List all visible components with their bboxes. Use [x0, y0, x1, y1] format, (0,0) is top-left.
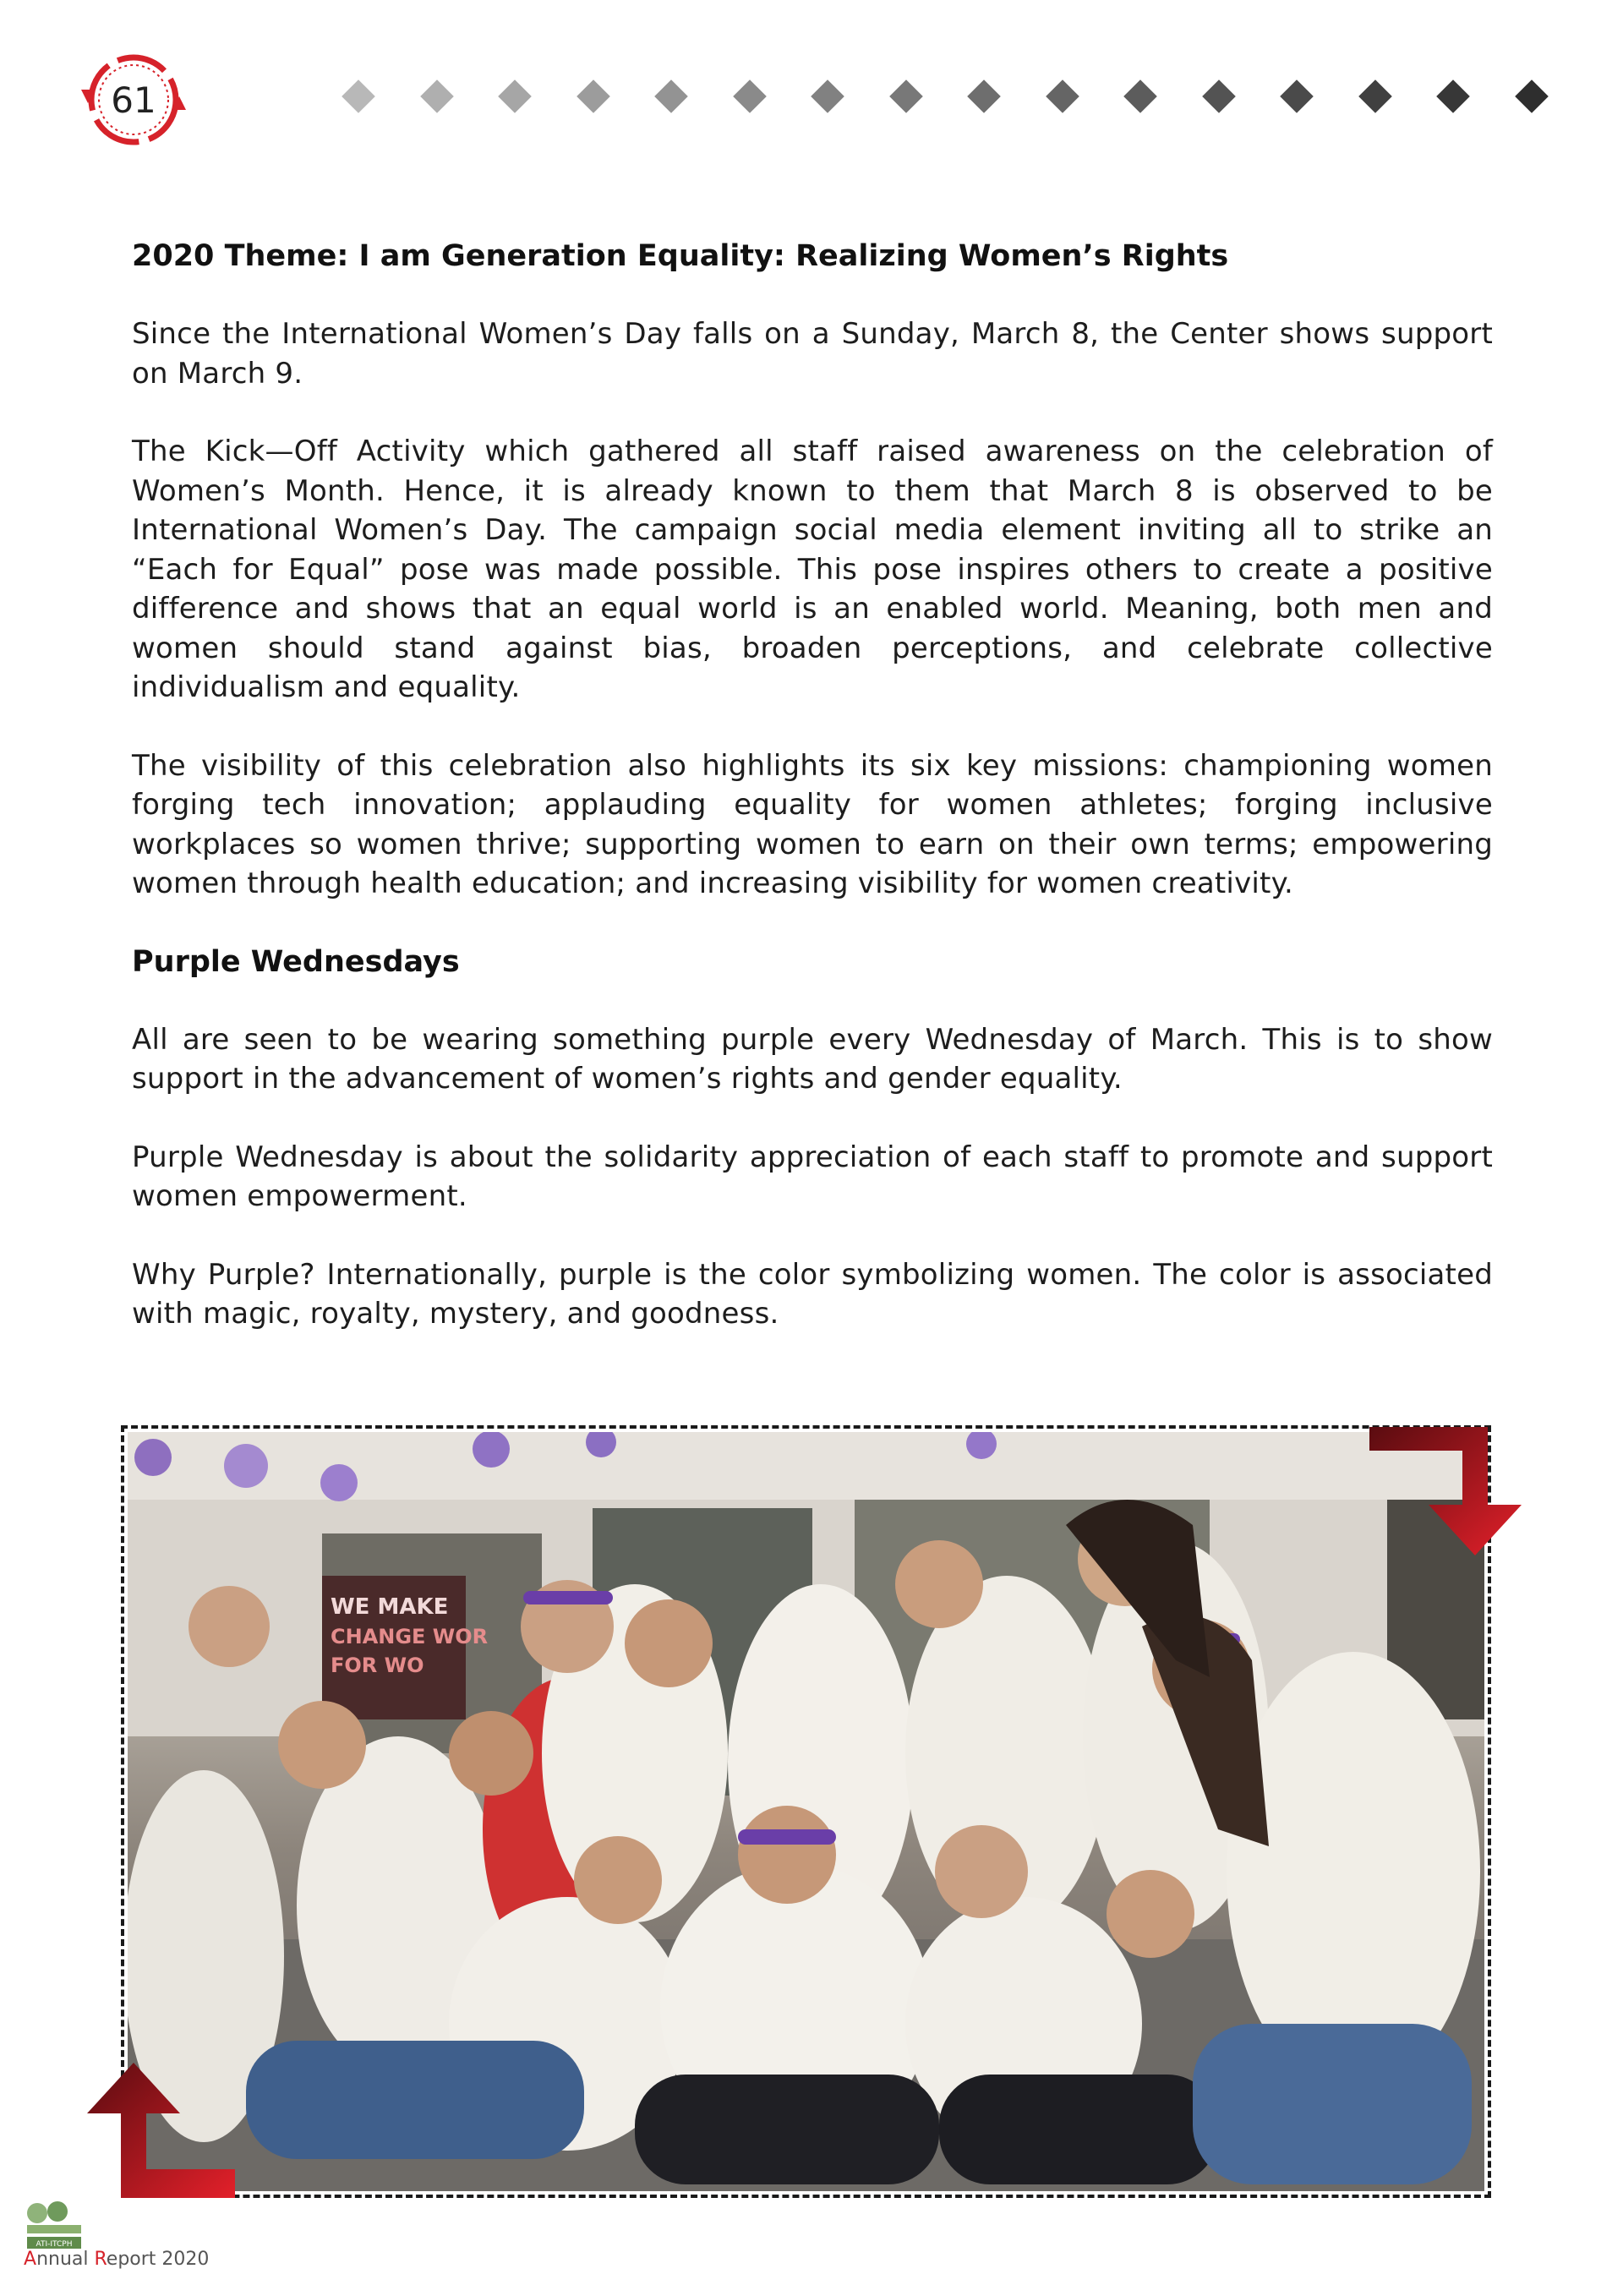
logo-label: ATI-ITCPH — [36, 2240, 73, 2249]
article-body — [132, 237, 1493, 1373]
diamond-decoration — [342, 79, 375, 113]
page-badge — [74, 49, 193, 150]
footer-letter-a: A — [24, 2249, 37, 2270]
footer-text-part: eport 2020 — [106, 2249, 210, 2270]
group-photo-frame — [121, 1425, 1491, 2198]
page-number: 61 — [111, 79, 156, 121]
diamond-decoration — [577, 79, 610, 113]
diamond-decoration — [420, 79, 454, 113]
diamond-decoration — [811, 79, 844, 113]
diamond-decoration — [1280, 79, 1314, 113]
diamond-decoration — [1436, 79, 1470, 113]
report-footer — [24, 2249, 209, 2270]
group-photo-illustration — [128, 1432, 1484, 2191]
section-heading-purple-wednesdays: Purple Wednesdays — [132, 944, 460, 979]
corner-arrow-top-right-icon — [1369, 1420, 1530, 1555]
diamond-decoration — [654, 79, 688, 113]
footer-letter-r: R — [94, 2249, 107, 2270]
diamond-decoration — [967, 79, 1001, 113]
diamond-decoration — [1202, 79, 1236, 113]
footer-text-part: nnual — [36, 2249, 95, 2270]
sign-text-3: FOR WO — [331, 1654, 424, 1677]
diamond-decoration — [889, 79, 923, 113]
paragraph: Since the International Women’s Day falls on a Sunday, March 8, the Center shows support on March 9. — [132, 317, 1493, 391]
sign-text-1: WE MAKE — [331, 1594, 449, 1620]
diamond-decoration — [1358, 79, 1392, 113]
paragraph: Why Purple? Internationally, purple is the color symbolizing women. The color is associated with magic, royalty, mystery, and goodness. — [132, 1257, 1493, 1331]
section-heading-theme: 2020 Theme: I am Generation Equality: Realizing Women’s Rights — [132, 239, 1229, 273]
diamond-row — [347, 85, 1598, 110]
corner-arrow-bottom-left-icon — [83, 2063, 243, 2206]
diamond-decoration — [1123, 79, 1157, 113]
diamond-decoration — [498, 79, 532, 113]
paragraph: The Kick—Off Activity which gathered all staff raised awareness on the celebration of Women’s Month. Hence, it is already known to them that March 8 is observed to be International Women’s Day. The campaign social media element inviting all to strike an “Each for Equal” pose was made possible. This pose inspires others to create a positive difference and shows that an equal world is an enabled world. Meaning, both men and women should stand against bias, broaden perceptions, and celebrate collective individualism and equality. — [132, 435, 1493, 704]
group-photo — [128, 1432, 1484, 2191]
paragraph: The visibility of this celebration also highlights its six key missions: championing women forging tech innovation; applauding equality for women athletes; forging inclusive workplaces so women thrive; supporting women to earn on their own terms; empowering women through health education; and increasing visibility for women creativity. — [132, 748, 1493, 900]
diamond-decoration — [1515, 79, 1549, 113]
paragraph: Purple Wednesday is about the solidarity appreciation of each staff to promote and support women empowerment. — [132, 1140, 1493, 1213]
diamond-decoration — [1046, 79, 1079, 113]
paragraph: All are seen to be wearing something purple every Wednesday of March. This is to show support in the advancement of women’s rights and gender equality. — [132, 1022, 1493, 1096]
sign-text-2: CHANGE WOR — [331, 1625, 489, 1648]
diamond-decoration — [733, 79, 767, 113]
